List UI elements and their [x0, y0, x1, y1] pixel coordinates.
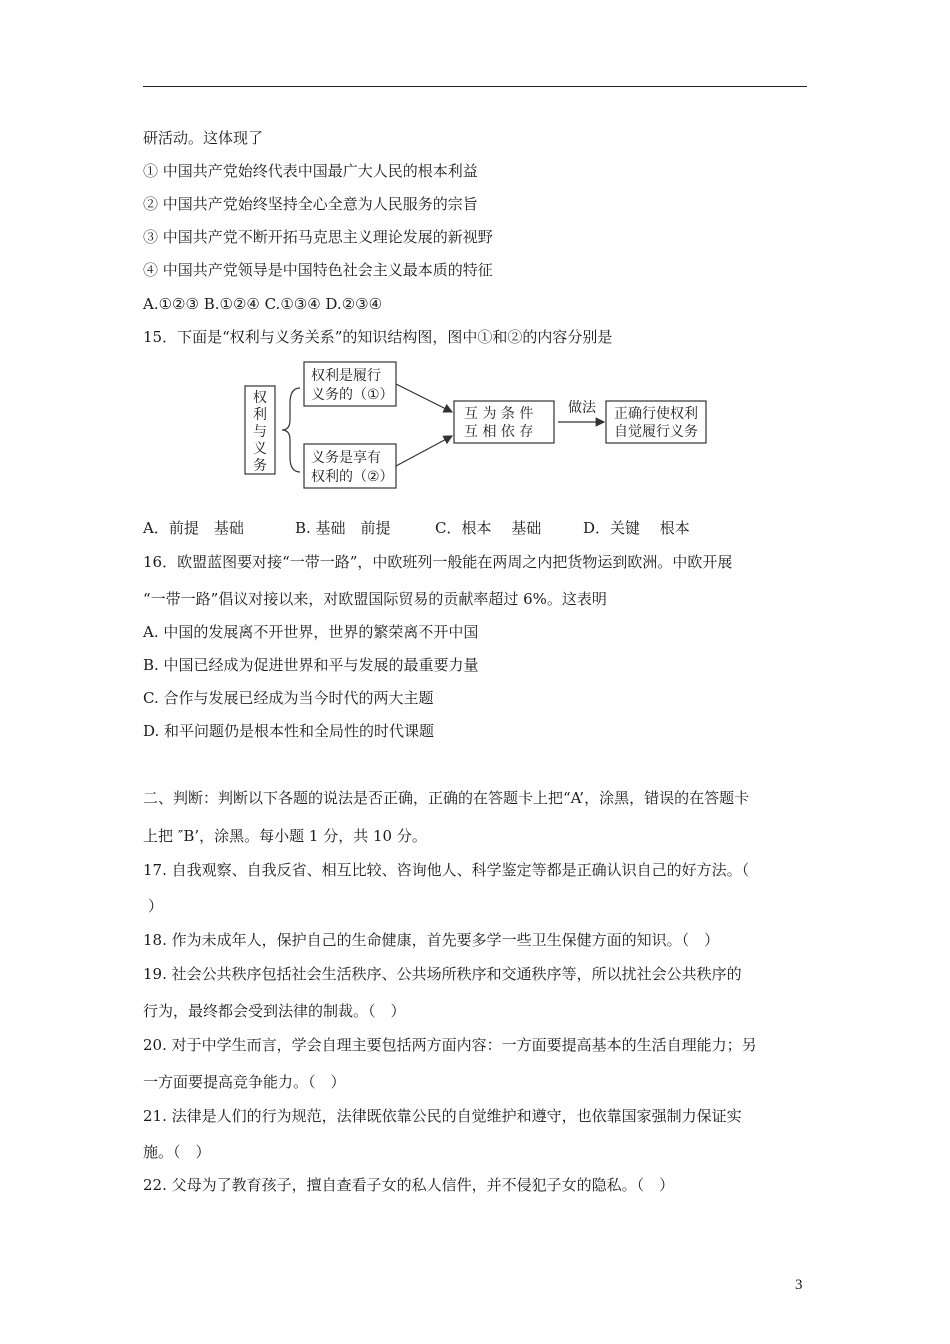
diagram-left-char-2: 利	[253, 407, 267, 423]
diagram-left-char-1: 权	[253, 390, 267, 406]
q21-line-2: 施。（ ）	[143, 1143, 211, 1161]
q16-stem-line-2: “一带一路”倡议对接以来，对欧盟国际贸易的贡献率超过 6%。这表明	[143, 590, 607, 608]
q17-line-1: 17. 自我观察、自我反省、相互比较、咨询他人、科学鉴定等都是正确认识自己的好方法。（	[143, 861, 750, 879]
diagram-arrow-label: 做法	[568, 400, 596, 416]
diagram-center-line-1: 互 为 条 件	[464, 406, 534, 422]
diagram-result-line-2: 自觉履行义务	[614, 424, 698, 440]
diagram-brace	[282, 388, 300, 472]
diagram-center-line-2: 互 相 依 存	[464, 424, 534, 440]
header-rule	[143, 86, 807, 87]
q16-option-a: A. 中国的发展离不开世界，世界的繁荣离不开中国	[143, 623, 479, 641]
q16-stem-line-1: 16．欧盟蓝图要对接“一带一路”，中欧班列一般能在两周之内把货物运到欧洲。中欧开展	[143, 553, 733, 571]
q14-item-3: ③ 中国共产党不断开拓马克思主义理论发展的新视野	[143, 228, 493, 246]
q14-continuation: 研活动。这体现了	[143, 129, 264, 147]
q22: 22. 父母为了教育孩子，擅自查看子女的私人信件，并不侵犯子女的隐私。（ ）	[143, 1176, 675, 1194]
q15-option-d: D．关键 根本	[583, 519, 690, 537]
q14-item-1: ① 中国共产党始终代表中国最广大人民的根本利益	[143, 162, 478, 180]
q21-line-1: 21. 法律是人们的行为规范，法律既依靠公民的自觉维护和遵守，也依靠国家强制力保证实	[143, 1107, 742, 1125]
page-number: 3	[795, 1277, 803, 1293]
diagram-left-char-5: 务	[253, 458, 267, 474]
q15-option-a: A．前提 基础	[143, 519, 244, 537]
diagram-box-2-line-1: 义务是享有	[311, 450, 381, 466]
q19-line-1: 19. 社会公共秩序包括社会生活秩序、公共场所秩序和交通秩序等，所以扰社会公共秩序的	[143, 965, 742, 983]
q17-line-2: ）	[148, 897, 164, 915]
q16-option-c: C. 合作与发展已经成为当今时代的两大主题	[143, 689, 434, 707]
diagram-box-2-line-2: 权利的（②）	[311, 469, 394, 485]
diagram-box-1-line-1: 权利是履行	[311, 368, 381, 384]
q16-option-d: D. 和平问题仍是根本性和全局性的时代课题	[143, 722, 435, 740]
diagram-result-line-1: 正确行使权利	[614, 406, 698, 422]
q14-options: A.①②③ B.①②④ C.①③④ D.②③④	[143, 295, 383, 313]
diagram-arrow-2	[396, 436, 452, 466]
q16-option-b: B. 中国已经成为促进世界和平与发展的最重要力量	[143, 656, 479, 674]
section2-instructions-line-1: 二、判断：判断以下各题的说法是否正确，正确的在答题卡上把“A’，涂黑，错误的在答题卡	[143, 789, 750, 807]
q14-item-4: ④ 中国共产党领导是中国特色社会主义最本质的特征	[143, 261, 493, 279]
q15-options	[143, 518, 690, 538]
q20-line-1: 20. 对于中学生而言，学会自理主要包括两方面内容：一方面要提高基本的生活自理能力；另	[143, 1036, 757, 1054]
diagram-arrow-1	[396, 384, 452, 412]
diagram-left-char-4: 义	[253, 441, 267, 457]
diagram-box-1-line-2: 义务的（①）	[311, 387, 394, 403]
q15-option-b: B. 基础 前提	[295, 519, 391, 537]
q14-item-2: ② 中国共产党始终坚持全心全意为人民服务的宗旨	[143, 195, 478, 213]
q18: 18. 作为未成年人，保护自己的生命健康，首先要多学一些卫生保健方面的知识。（ ）	[143, 931, 720, 949]
rights-duties-diagram	[240, 358, 720, 496]
q19-line-2: 行为，最终都会受到法律的制裁。（ ）	[143, 1002, 406, 1020]
diagram-left-char-3: 与	[253, 424, 267, 440]
q15-option-c: C．根本 基础	[435, 519, 542, 537]
section2-instructions-line-2: 上把 ″B’，涂黑。每小题 1 分，共 10 分。	[143, 827, 427, 845]
q15-stem: 15．下面是“权利与义务关系”的知识结构图，图中①和②的内容分别是	[143, 328, 613, 346]
q20-line-2: 一方面要提高竞争能力。（ ）	[143, 1073, 346, 1091]
